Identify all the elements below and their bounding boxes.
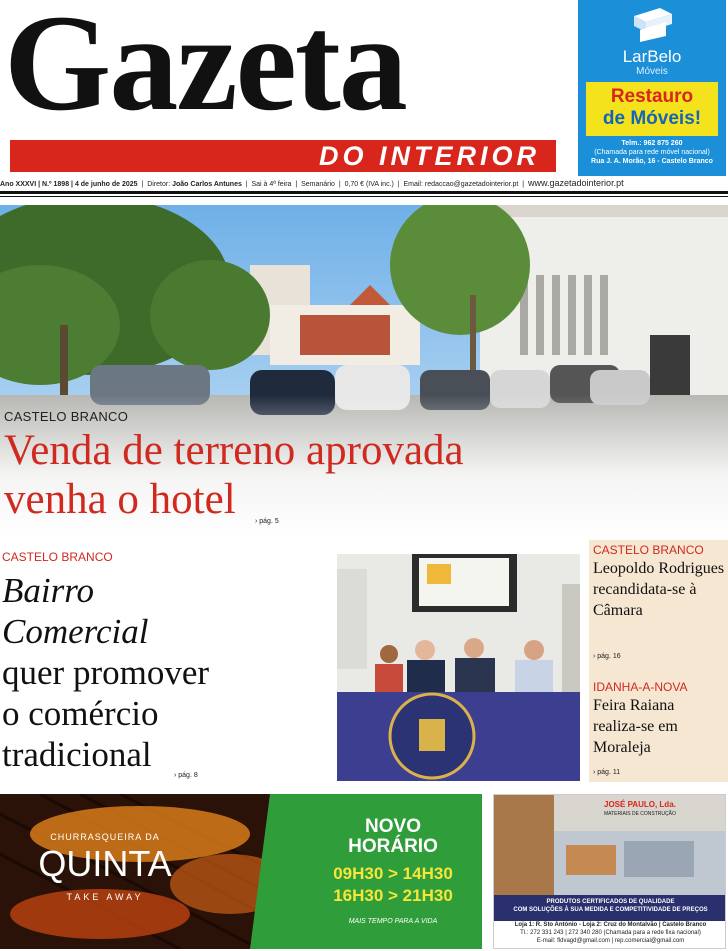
quinta-novo: NOVO	[365, 816, 421, 837]
lead-story-page-ref[interactable]: › pág. 5	[255, 518, 279, 525]
website-link[interactable]: www.gazetadointerior.pt	[528, 178, 624, 188]
quinta-name: QUINTA	[38, 843, 172, 884]
lead-headline-line-2: venha o hotel	[4, 476, 236, 523]
larbelo-phone-note: (Chamada para rede móvel nacional)	[594, 149, 710, 156]
story2-headline[interactable]	[2, 570, 332, 775]
quinta-sub: TAKE AWAY	[66, 892, 144, 902]
lead-headline-line-1: Venda de terreno aprovada	[4, 427, 464, 474]
larbelo-address: Rua J. A. Morão, 16 - Castelo Branco	[591, 158, 713, 165]
story2-headline-italic-2: Comercial	[2, 612, 149, 651]
larbelo-promo-box	[586, 82, 718, 136]
larbelo-phone: Telm.: 962 875 260	[621, 140, 683, 147]
quinta-ad[interactable]	[0, 794, 482, 949]
sidebar-item-2-page-ref[interactable]: › pág. 11	[593, 769, 621, 776]
masthead-title: Gazeta	[4, 0, 406, 139]
story2-headline-line-3: quer promover	[2, 653, 210, 692]
quinta-slot-1: 09H30 > 14H30	[333, 864, 453, 883]
story2-photo[interactable]	[337, 554, 580, 781]
story2-page-ref[interactable]: › pág. 8	[174, 772, 198, 779]
press-conference-illustration	[337, 554, 580, 781]
story2-headline-line-4: o comércio	[2, 694, 159, 733]
story2-kicker: CASTELO BRANCO	[2, 550, 113, 564]
larbelo-ad[interactable]	[578, 0, 726, 176]
masthead-subtitle-bar	[10, 140, 556, 172]
periodicity: Semanário	[301, 181, 335, 188]
masthead-subtitle: DO INTERIOR	[318, 141, 540, 171]
sidebar-item-1-page-ref[interactable]: › pág. 16	[593, 653, 621, 660]
quinta-tagline: MAIS TEMPO PARA A VIDA	[348, 918, 438, 925]
jose-brand: JOSÉ PAULO, Lda.	[604, 800, 676, 809]
price: 0,70 € (IVA inc.)	[344, 181, 394, 188]
frequency: Sai à 4ª feira	[251, 181, 292, 188]
jose-line-5: E-mail: fldvagd@gmail.com | rep.comercial@gmail.com	[536, 938, 685, 944]
jose-line-1: PRODUTOS CERTIFICADOS DE QUALIDADE	[546, 899, 675, 905]
lead-story-kicker: CASTELO BRANCO	[4, 409, 129, 424]
sidebar-item-2-kicker: IDANHA-A-NOVA	[593, 680, 688, 694]
edition-info-line: Ano XXXVI | N.º 1898 | 4 de junho de 2025 | Diretor: João Carlos Antunes | Sai à 4ª feira | Semanário | 0,70 € (IVA inc.) | Email: redaccao@gazetadointerior.pt | www.gazetadointerior.pt	[0, 177, 728, 189]
jose-paulo-ad[interactable]	[493, 794, 726, 949]
larbelo-promo-line-2: de Móveis!	[602, 108, 702, 129]
quinta-horario: HORÁRIO	[348, 836, 438, 857]
jose-line-4: Tl.: 272 331 243 | 272 340 280 (Chamada para a rede fixa nacional)	[520, 930, 701, 936]
quinta-pre: CHURRASQUEIRA DA	[50, 832, 160, 842]
masthead-divider	[0, 191, 728, 194]
lead-story-headline[interactable]	[4, 426, 604, 524]
news-sidebar	[589, 540, 728, 782]
story2-headline-italic-1: Bairro	[2, 571, 95, 610]
director-name: João Carlos Antunes	[172, 181, 242, 188]
jose-line-3: Loja 1: R. Sto António - Loja 2: Cruz do Montalvão | Castelo Branco	[514, 922, 707, 928]
story2-headline-line-5: tradicional	[2, 735, 152, 774]
sidebar-item-2-headline[interactable]: Feira Raiana realiza-se em Moraleja	[593, 697, 678, 756]
jose-brand-sub: MATERIAIS DE CONSTRUÇÃO	[604, 811, 676, 817]
quinta-slot-2: 16H30 > 21H30	[333, 886, 453, 905]
larbelo-brand: LarBelo	[622, 47, 682, 66]
sidebar-item-1-kicker: CASTELO BRANCO	[593, 543, 704, 557]
masthead-divider-thin	[0, 196, 728, 197]
edition-number: Ano XXXVI | N.º 1898 | 4 de junho de 2025	[0, 181, 138, 188]
sidebar-item-1-headline[interactable]: Leopoldo Rodrigues recandidata-se à Câmara	[593, 560, 725, 619]
email[interactable]: Email: redaccao@gazetadointerior.pt	[403, 181, 519, 188]
director-label: Diretor:	[147, 181, 171, 188]
larbelo-promo-line-1: Restauro	[610, 86, 694, 107]
larbelo-logo-icon	[626, 6, 680, 44]
larbelo-brand-sub: Móveis	[636, 66, 668, 77]
jose-line-2: COM SOLUÇÕES À SUA MEDIDA E COMPETITIVIDADE DE PREÇOS	[513, 907, 708, 913]
